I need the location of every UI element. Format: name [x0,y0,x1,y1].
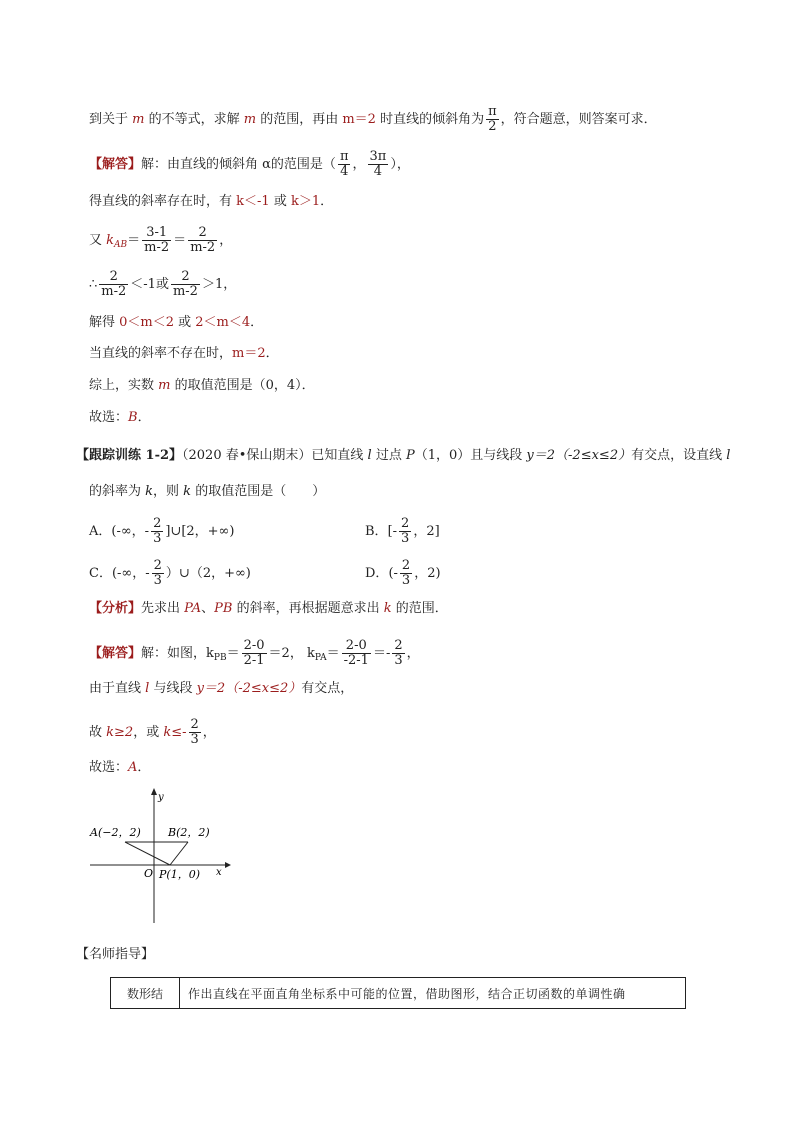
tip-table [110,977,686,1009]
analysis-line: 【分析】先求出 PA、PB 的斜率，再根据题意求出 k 的范围． [89,601,448,616]
label-a: A(−2，2) [90,826,141,839]
label-o: O [144,867,154,880]
text-line: 到关于 m 的不等式，求解 m 的范围，再由 m＝2 时直线的倾斜角为 $\frac{\pi}{2}$ ，符合题意，则答案可求． [89,104,657,134]
text-line: 当直线的斜率不存在时，m＝2． [89,346,279,361]
question-line: 的斜率为 k，则 k 的取值范围是（ ） [89,484,326,499]
option-b[interactable]: B．[- $\frac{2}{3}$ ，2] [365,516,440,546]
label-p: P(1，0) [159,868,200,881]
option-c[interactable]: C．(-∞，- $\frac{2}{3}$ ）∪（2，+∞) [89,558,251,588]
text-line: 综上，实数 m 的取值范围是（0，4）． [89,378,315,393]
solution-line: 由于直线 l 与线段 y＝2（-2≤x≤2）有交点， [89,681,354,696]
text-line: 【解答】解：由直线的倾斜角 α的范围是（ $\frac{\pi}{4}$ ， $\frac{3\pi}{4}$ ）， [89,149,410,179]
solution-line: 【解答】解：如图，$k_{PB}=$ $\frac{2-0}{2-1}$ ＝2， $k_{PA}=$ $\frac{2-0}{-2-1}$ ＝- $\frac{2}{3}$ ， [89,638,420,668]
line-pb [170,842,188,865]
question-line: 【跟踪训练 1-2】（2020 春•保山期末）已知直线 l 过点 P（1，0）且与线段 y＝2（-2≤x≤2）有交点，设直线 l [76,448,731,463]
label-y: y [158,792,164,803]
tip-cell-content: 作出直线在平面直角坐标系中可能的位置，借助图形，结合正切函数的单调性确 [188,986,626,1001]
y-axis-arrow [151,788,157,795]
option-a[interactable]: A．(-∞，- $\frac{2}{3}$ ]∪[2，+∞) [89,516,235,546]
text-line: 故选：B． [89,410,151,425]
fraction: $\frac{\pi}{2}$ [488,104,497,134]
text-line: ∴ $\frac{2}{m-2}$ ＜-1或 $\frac{2}{m-2}$ ＞1， [89,269,237,299]
text-line: 得直线的斜率存在时，有 k＜-1 或 k＞1． [89,194,334,209]
coordinate-figure [85,785,235,930]
x-axis-arrow [225,862,231,868]
option-d[interactable]: D．(- $\frac{2}{3}$ ，2) [365,558,441,588]
section-title: 【名师指导】 [76,947,155,962]
solution-line: 故 k≥2，或 k≤- $\frac{2}{3}$ ， [89,717,216,747]
line-pa [125,842,170,865]
tip-cell-title: 数形结 [111,978,180,1008]
solution-line: 故选：A． [89,760,151,775]
text-line: 又 $k_{AB}=$ $\frac{3-1}{m-2}$ ＝ $\frac{2}{m-2}$ ， [89,225,233,255]
text-line: 解得 0＜m＜2 或 2＜m＜4． [89,315,264,330]
label-b: B(2，2) [168,826,210,839]
label-x: x [216,867,222,878]
